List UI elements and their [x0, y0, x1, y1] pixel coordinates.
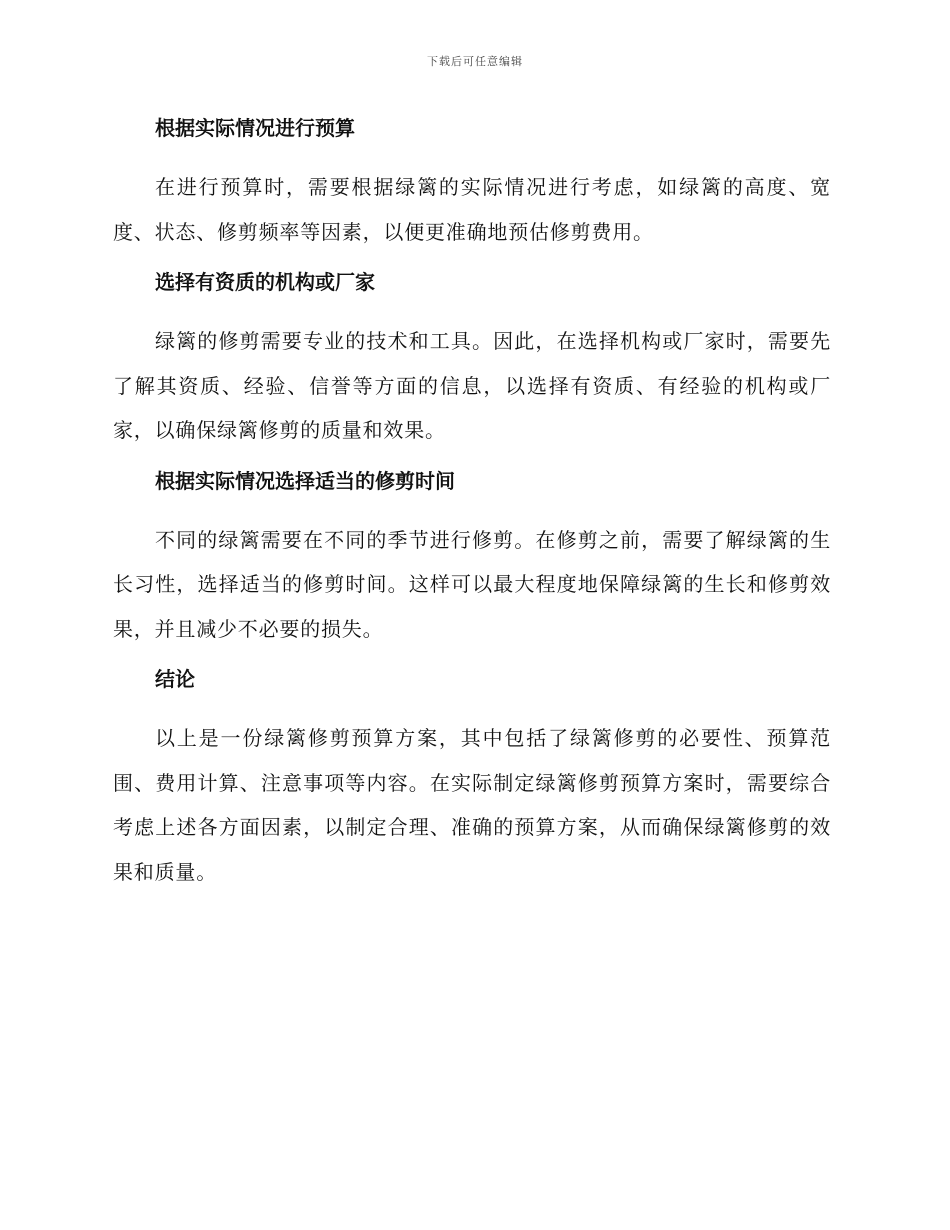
section-heading-budget: 根据实际情况进行预算	[155, 116, 355, 140]
paragraph-timing: 不同的绿篱需要在不同的季节进行修剪。在修剪之前，需要了解绿篱的生长习性，选择适当的修剪时间。这样可以最大程度地保障绿篱的生长和修剪效果，并且减少不必要的损失。	[113, 527, 831, 641]
paragraph-vendor: 绿篱的修剪需要专业的技术和工具。因此，在选择机构或厂家时，需要先了解其资质、经验、信誉等方面的信息，以选择有资质、有经验的机构或厂家，以确保绿篱修剪的质量和效果。	[113, 329, 831, 442]
section-heading-conclusion: 结论	[155, 667, 195, 691]
document-body	[113, 112, 831, 906]
paragraph-budget: 在进行预算时，需要根据绿篱的实际情况进行考虑，如绿篱的高度、宽度、状态、修剪频率等因素，以便更准确地预估修剪费用。	[113, 175, 831, 244]
page-header: 下载后可任意编辑	[427, 55, 523, 68]
section-heading-timing: 根据实际情况选择适当的修剪时间	[155, 468, 455, 493]
paragraph-conclusion: 以上是一份绿篱修剪预算方案，其中包括了绿篱修剪的必要性、预算范围、费用计算、注意事项等内容。在实际制定绿篱修剪预算方案时，需要综合考虑上述各方面因素，以制定合理、准确的预算方案，从而确保绿篱修剪的效果和质量。	[113, 726, 831, 884]
section-heading-vendor: 选择有资质的机构或厂家	[155, 270, 375, 294]
